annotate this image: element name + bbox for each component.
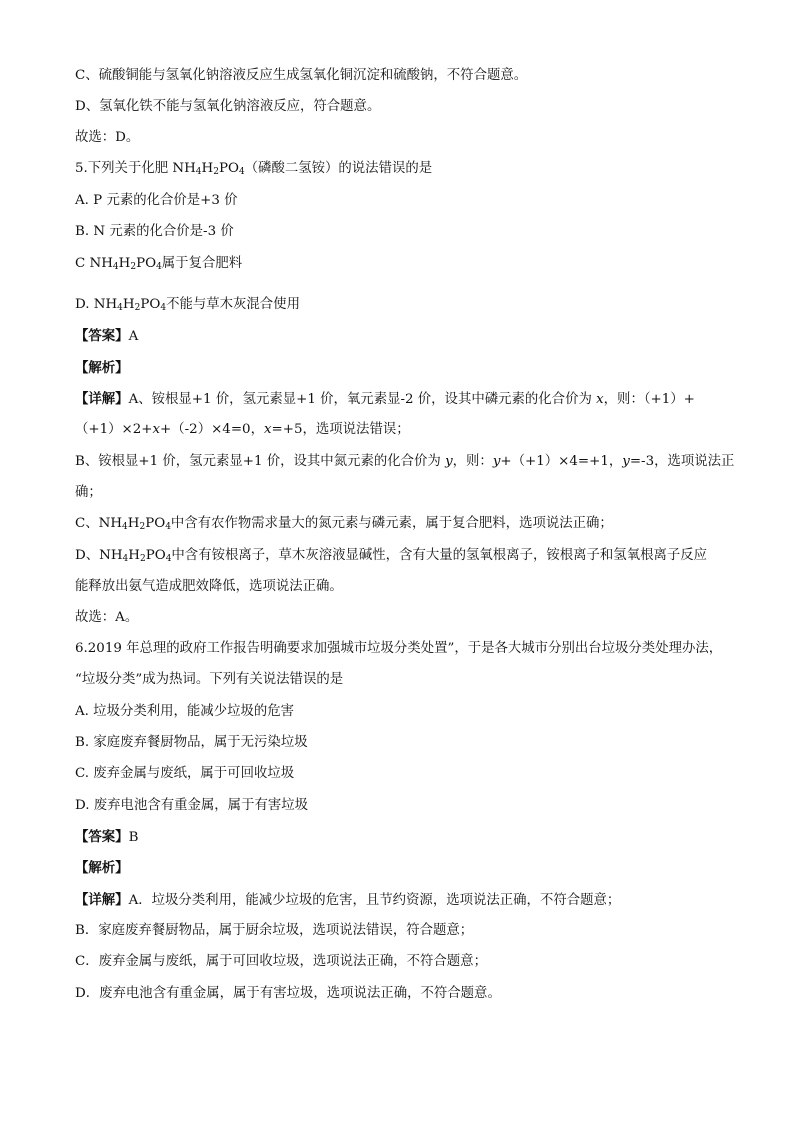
q6-option-b: B. 家庭废弃餐厨物品，属于无污染垃圾 xyxy=(75,735,308,750)
answer-tag: 【答案】 xyxy=(75,328,129,344)
q5-detail-line-6: D、$NH_4H_2PO_4$中含有铵根离子，草木灰溶液显碱性，含有大量的氢氧根离子，铵根离子和氢氧根离子反应 xyxy=(75,548,708,564)
q5-stem: 5.下列关于化肥 $NH_4H_2PO_4$（磷酸二氢铵）的说法错误的是 xyxy=(75,161,433,177)
q6-answer: 【答案】B xyxy=(75,829,139,845)
q5-answer: 【答案】A xyxy=(75,328,139,344)
q6-option-c: C. 废弃金属与废纸，属于可回收垃圾 xyxy=(75,766,295,781)
q5-detail-line-4: 确； xyxy=(75,485,102,500)
q6-detail-line-2: B．家庭废弃餐厨物品，属于厨余垃圾，选项说法错误，符合题意； xyxy=(75,923,474,938)
q5-detail-line-3: B、铵根显+1 价，氢元素显+1 价，设其中氮元素的化合价为 y，则：y+（+1）×4=+1，y=-3，选项说法正 xyxy=(75,454,735,469)
q6-stem-line-2: “垃圾分类”成为热词。下列有关说法错误的是 xyxy=(75,672,344,687)
prev-choice: 故选：D。 xyxy=(75,130,140,145)
q5-detail-line-1: 【详解】A、铵根显+1 价，氢元素显+1 价，氧元素显-2 价，设其中磷元素的化合价为 x，则：（+1）+ xyxy=(75,391,695,407)
q5-detail-line-7: 能释放出氨气造成肥效降低，选项说法正确。 xyxy=(75,579,343,594)
q5-detail-line-5: C、$NH_4H_2PO_4$中含有农作物需求量大的氮元素与磷元素，属于复合肥料，选项说法正确； xyxy=(75,516,613,532)
q6-analysis-tag: 【解析】 xyxy=(75,860,129,876)
prev-option-d-analysis: D、氢氧化铁不能与氢氧化钠溶液反应，符合题意。 xyxy=(75,99,381,114)
prev-option-c-analysis: C、硫酸铜能与氢氧化钠溶液反应生成氢氧化铜沉淀和硫酸钠，不符合题意。 xyxy=(75,68,528,83)
q6-detail-line-1: 【详解】A．垃圾分类利用，能减少垃圾的危害，且节约资源，选项说法正确，不符合题意； xyxy=(75,892,621,908)
q5-detail-line-2: （+1）×2+x+（-2）×4=0，x=+5，选项说法错误； xyxy=(75,422,410,437)
q6-option-a: A. 垃圾分类利用，能减少垃圾的危害 xyxy=(75,704,295,719)
q6-detail-line-3: C．废弃金属与废纸，属于可回收垃圾，选项说法正确，不符合题意； xyxy=(75,954,487,969)
q5-option-c: C $NH_4H_2PO_4$属于复合肥料 xyxy=(75,256,243,272)
q5-analysis-tag: 【解析】 xyxy=(75,360,129,376)
q6-option-d: D. 废弃电池含有重金属，属于有害垃圾 xyxy=(75,798,309,813)
q5-option-b: B. N 元素的化合价是-3 价 xyxy=(75,224,234,239)
q5-choice: 故选：A。 xyxy=(75,610,139,625)
q5-option-a: A. P 元素的化合价是+3 价 xyxy=(75,193,238,208)
q5-option-d: D. $NH_4H_2PO_4$不能与草木灰混合使用 xyxy=(75,297,300,313)
q6-stem-line-1: 6.2019 年总理的政府工作报告明确要求加强城市垃圾分类处置”，于是各大城市分别出台垃圾分类处理办法， xyxy=(75,641,723,656)
q6-detail-line-4: D．废弃电池含有重金属，属于有害垃圾，选项说法正确，不符合题意。 xyxy=(75,986,501,1001)
